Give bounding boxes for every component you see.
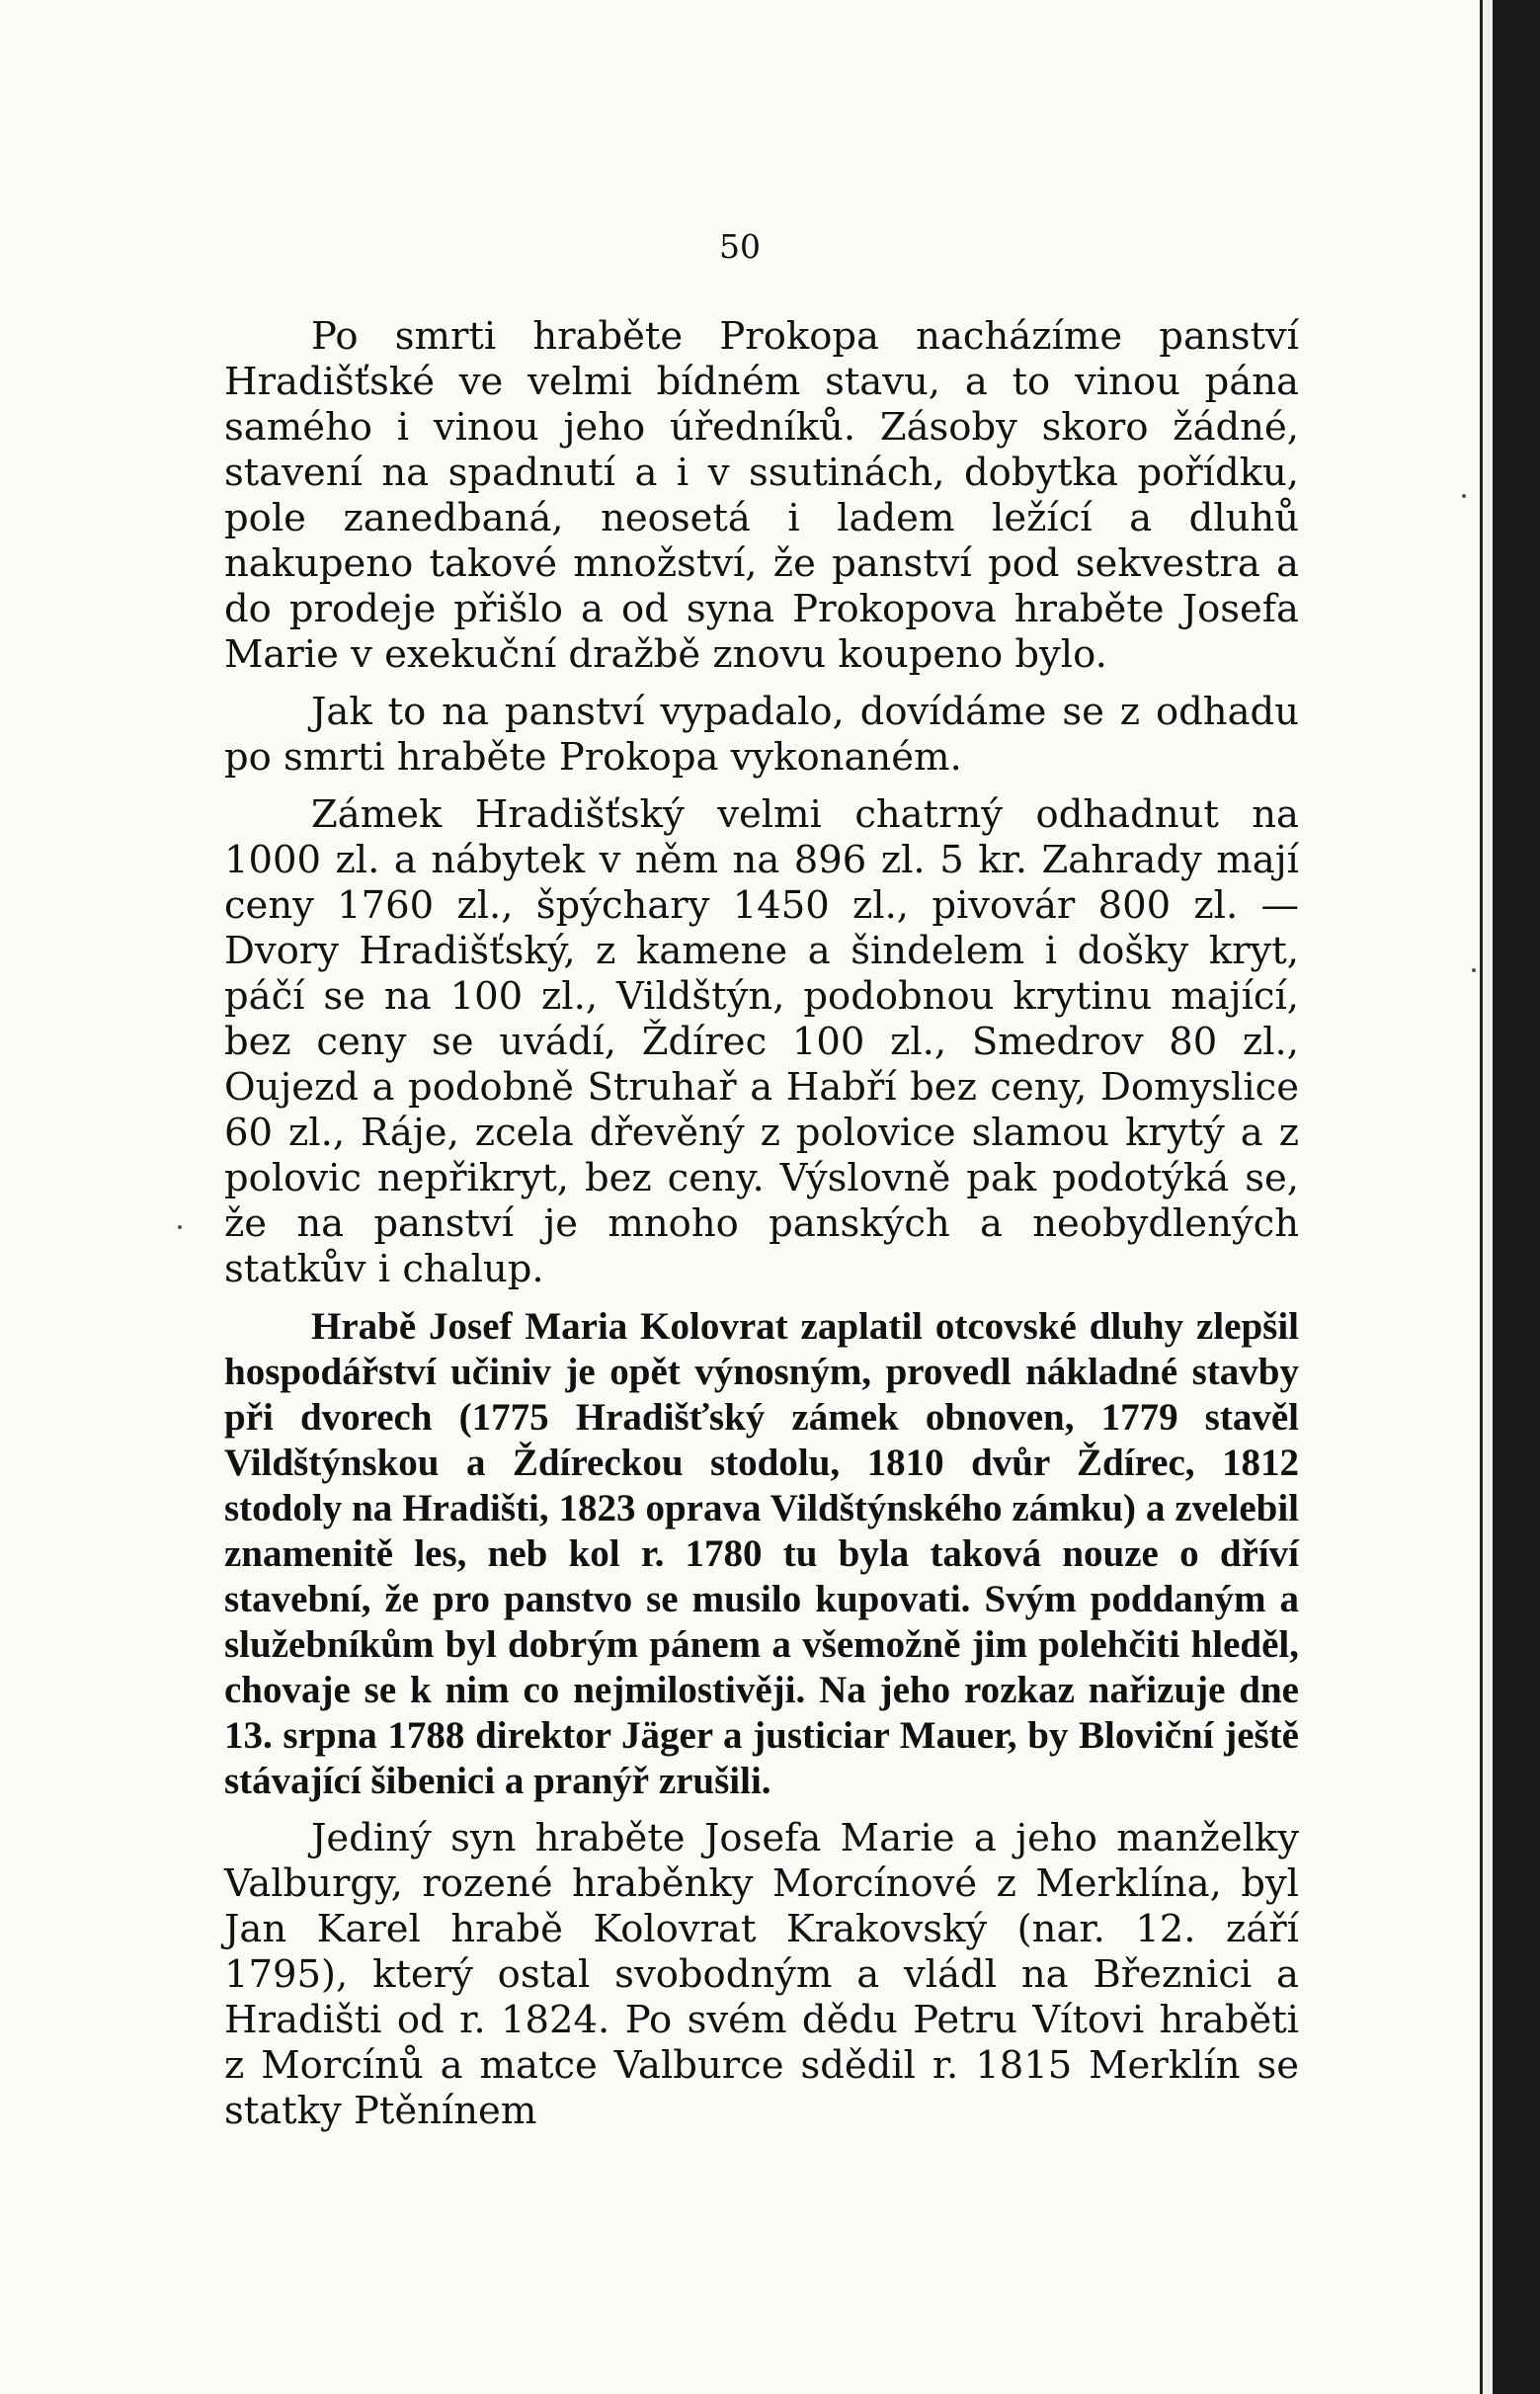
scan-speck <box>1462 494 1466 498</box>
scan-speck <box>178 1225 182 1229</box>
paragraph-4: Hrabě Josef Maria Kolovrat zaplatil otcovské dluhy zlepšil hospodářství učiniv je opět výnosným, provedl nákladné stavby při dvorech (1775 Hradišťský zámek obnoven, 1779 stavěl Vildštýnskou a Ždíreckou stodolu, 1810 dvůr Ždírec, 1812 stodoly na Hradišti, 1823 oprava Vildštýnského zámku) a zvelebil znamenitě les, neb kol r. 1780 tu byla taková nouze o dříví stavební, že pro panstvo se musilo kupovati. Svým poddaným a služebníkům byl dobrým pánem a všemožně jim polehčiti hleděl, chovaje se k nim co nejmilostivěji. Na jeho rozkaz nařizuje dne 13. srpna 1788 direktor Jäger a justiciar Mauer, by Bloviční ještě stávající šibenici a pranýř zrušili. <box>224 1305 1299 1802</box>
paragraph-1: Po smrti hraběte Prokopa nacházíme panství Hradišťské ve velmi bídném stavu, a to vinou pána samého i vinou jeho úředníků. Zásoby skoro žádné, stavení na spadnutí a i v ssutinách, dobytka pořídku, pole zanedbaná, neosetá i ladem ležící a dluhů nakupeno takové množství, že panství pod sekvestra a do prodeje přišlo a od syna Prokopova hraběte Josefa Marie v exekuční dražbě znovu koupeno bylo. <box>224 314 1299 677</box>
page-number: 50 <box>719 227 761 266</box>
paragraph-5: Jediný syn hraběte Josefa Marie a jeho manželky Valburgy, rozené hraběnky Morcínové z Merklína, byl Jan Karel hrabě Kolovrat Krakovský (nar. 12. září 1795), který ostal svobodným a vládl na Březnici a Hradišti od r. 1824. Po svém dědu Petru Vítovi hraběti z Morcínů a matce Valburce sdědil r. 1815 Merklín se statky Ptěnínem <box>224 1816 1299 2133</box>
body-text <box>224 314 1299 2146</box>
paragraph-3: Zámek Hradišťský velmi chatrný odhadnut na 1000 zl. a nábytek v něm na 896 zl. 5 kr. Zahrady mají ceny 1760 zl., špýchary 1450 zl., pivovár 800 zl. — Dvory Hradišťský, z kamene a šindelem i došky kryt, páčí se na 100 zl., Vildštýn, podobnou krytinu mající, bez ceny se uvádí, Ždírec 100 zl., Smedrov 80 zl., Oujezd a podobně Struhař a Habří bez ceny, Domyslice 60 zl., Ráje, zcela dřevěný z polovice slamou krytý a z polovic nepřikryt, bez ceny. Výslovně pak podotýká se, že na panství je mnoho panských a neobydlených statkův i chalup. <box>224 792 1299 1291</box>
scan-speck <box>1472 968 1476 972</box>
page-edge <box>1480 0 1493 2394</box>
paragraph-2: Jak to na panství vypadalo, dovídáme se z odhadu po smrti hraběte Prokopa vykonaném. <box>224 690 1299 780</box>
